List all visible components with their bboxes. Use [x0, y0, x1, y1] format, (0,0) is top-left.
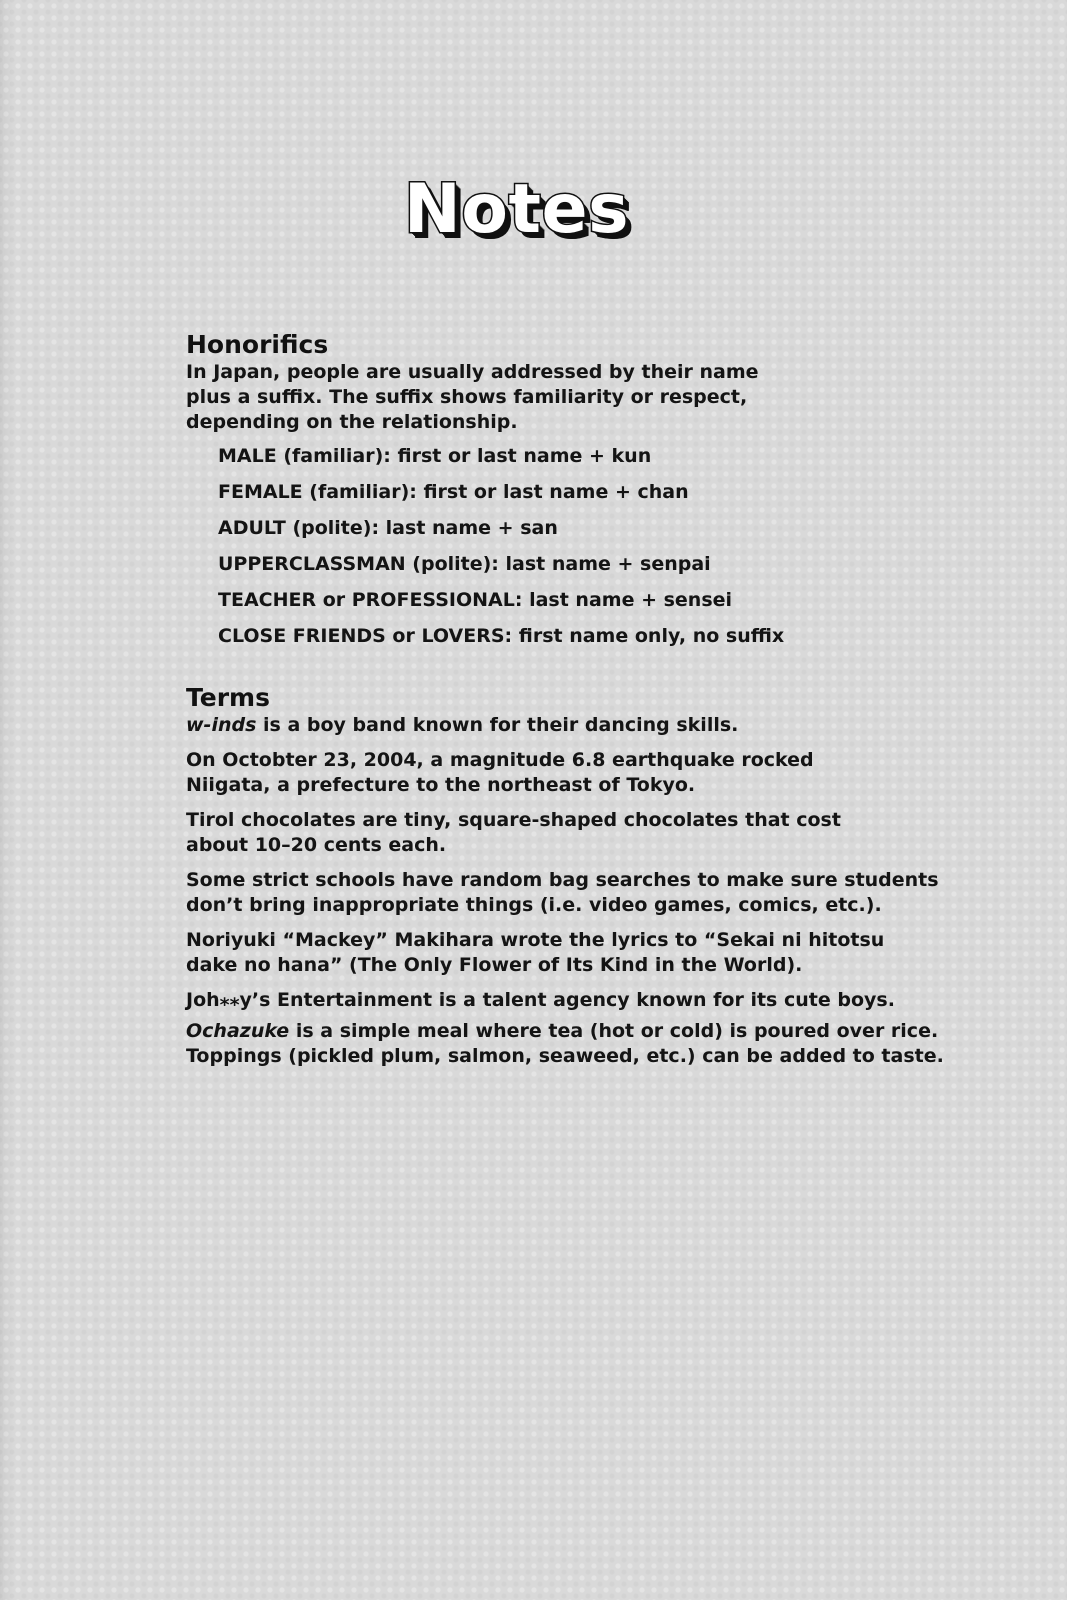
term-text-makihara: Noriyuki “Mackey” Makihara wrote the lyrics to “Sekai ni hitotsu dake no hana” (The Only Flower of Its Kind in the World). — [186, 929, 885, 976]
honorific-item-male: MALE (familiar): first or last name + kun — [218, 445, 652, 467]
term-text-bag-searches: Some strict schools have random bag searches to make sure students don’t bring inappropriate things (i.e. video games, comics, etc.). — [186, 869, 939, 916]
term-text-agency: Joh⁎⁎y’s Entertainment is a talent agency known for its cute boys. — [186, 989, 895, 1011]
term-text-ochazuke: is a simple meal where tea (hot or cold) is poured over rice. Toppings (pickled plum, salmon, seaweed, etc.) can be added to taste. — [186, 1020, 944, 1067]
terms-heading: Terms — [186, 683, 270, 712]
term-text-tirol: Tirol chocolates are tiny, square-shaped chocolates that cost about 10–20 cents each. — [186, 809, 841, 856]
term-entry-agency — [186, 988, 946, 1013]
honorific-item-female: FEMALE (familiar): first or last name + chan — [218, 481, 689, 503]
title-area — [0, 170, 1033, 249]
terms-section — [186, 683, 946, 1069]
page-title: Notes — [403, 170, 630, 249]
term-text-earthquake: On Octobter 23, 2004, a magnitude 6.8 earthquake rocked Niigata, a prefecture to the northeast of Tokyo. — [186, 749, 814, 796]
term-entry-earthquake — [186, 748, 886, 798]
term-lead-ochazuke: Ochazuke — [186, 1020, 290, 1042]
term-entry-makihara — [186, 928, 916, 978]
notes-content — [186, 330, 946, 1079]
honorifics-intro: In Japan, people are usually addressed by their name plus a suffix. The suffix shows familiarity or respect, depending on the relationship. — [186, 361, 759, 433]
term-text-w-inds: is a boy band known for their dancing skills. — [256, 714, 739, 736]
honorifics-heading: Honorifics — [186, 330, 329, 359]
honorific-item-teacher: TEACHER or PROFESSIONAL: last name + sensei — [218, 589, 733, 611]
honorific-item-close-friends: CLOSE FRIENDS or LOVERS: first name only, no suffix — [218, 625, 785, 647]
honorific-item-adult: ADULT (polite): last name + san — [218, 517, 558, 539]
term-lead-w-inds: w-inds — [186, 714, 257, 736]
honorific-item-upperclassman: UPPERCLASSMAN (polite): last name + senpai — [218, 553, 711, 575]
term-entry-bag-searches — [186, 868, 946, 918]
term-entry-w-inds — [186, 713, 746, 738]
honorifics-list — [186, 444, 946, 649]
term-entry-tirol — [186, 808, 886, 858]
honorifics-section — [186, 330, 946, 649]
term-entry-ochazuke — [186, 1019, 946, 1069]
